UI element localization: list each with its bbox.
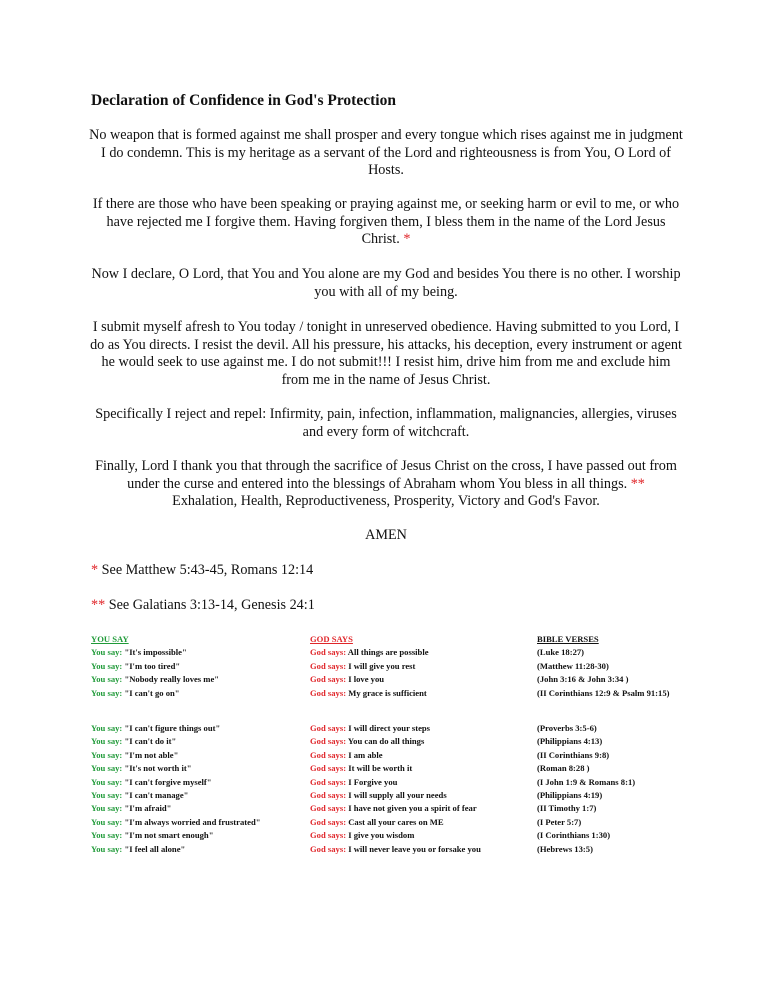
you-say-row-prefix: You say: <box>91 776 123 787</box>
footnote-mark-single: * <box>403 231 411 247</box>
you-say-row <box>91 829 306 842</box>
you-say-row-text: "I can't figure things out" <box>124 723 221 734</box>
you-say-row-prefix: You say: <box>91 830 123 841</box>
you-say-row <box>91 722 306 735</box>
god-says-row <box>310 722 535 735</box>
god-says-row-text: You can do all things <box>347 736 425 747</box>
paragraph-2-text: If there are those who have been speaking or praying against me, or seeking harm or evil to me, or who have rejected me I forgive them. Having forgiven them, I bless them in the name of the Lord Jesus Christ. <box>92 196 680 247</box>
god-says-row-text: I will never leave you or forsake you <box>348 843 481 854</box>
bible-verse-row-text: (I Corinthians 1:30) <box>537 830 611 841</box>
footnote-double <box>91 597 315 614</box>
footnote-single <box>91 562 313 579</box>
bible-verse-row-text: (I Peter 5:7) <box>537 816 582 827</box>
god-says-row <box>310 660 535 673</box>
you-say-row-text: "Nobody really loves me" <box>124 674 220 685</box>
bible-verse-row-text: (Proverbs 3:5-6) <box>537 723 597 734</box>
bible-verse-row-text: (Philippians 4:19) <box>537 790 603 801</box>
bible-verses-column <box>537 633 682 856</box>
you-say-row-prefix: You say: <box>91 816 123 827</box>
bible-verse-row-text: (II Corinthians 9:8) <box>537 749 610 760</box>
bible-verse-row <box>537 687 682 714</box>
you-say-row-text: "I can't manage" <box>124 790 189 801</box>
god-says-row <box>310 802 535 815</box>
paragraph-5: Specifically I reject and repel: Infirmity, pain, infection, inflammation, malignancies, allergies, viruses and every form of witchcraft. <box>95 406 677 440</box>
paragraph-6-blessings: Exhalation, Health, Reproductiveness, Prosperity, Victory and God's Favor. <box>172 493 600 509</box>
god-says-row-prefix: God says: <box>310 687 347 698</box>
god-says-row-prefix: God says: <box>310 674 347 685</box>
you-say-row <box>91 749 306 762</box>
god-says-row-prefix: God says: <box>310 843 347 854</box>
god-says-row-text: I love you <box>348 674 385 685</box>
bible-verse-row <box>537 762 682 775</box>
you-say-row-text: "I feel all alone" <box>124 843 186 854</box>
bible-verse-row <box>537 749 682 762</box>
paragraph-4: I submit myself afresh to You today / tonight in unreserved obedience. Having submitted to you Lord, I do as You directs. I resist the devil. All his pressure, his attacks, his deception, every instrument or agent he would seek to use against me. I do not submit!!! I resist him, drive him from me and exclude him from me in the name of Jesus Christ. <box>90 319 682 388</box>
you-say-row-text: "I'm always worried and frustrated" <box>124 816 261 827</box>
god-says-row-prefix: God says: <box>310 776 347 787</box>
you-say-row-text: "It's impossible" <box>124 647 187 658</box>
you-say-row-text: "I'm not able" <box>124 749 179 760</box>
you-say-row-prefix: You say: <box>91 790 123 801</box>
bible-verse-row <box>537 646 682 659</box>
bible-verse-row <box>537 816 682 829</box>
god-says-row-text: My grace is sufficient <box>348 687 427 698</box>
god-says-row-text: I will supply all your needs <box>348 790 447 801</box>
bible-verse-row <box>537 789 682 802</box>
you-say-row-text: "I'm not smart enough" <box>124 830 214 841</box>
paragraph-6 <box>86 458 686 511</box>
you-say-row-text: "I can't go on" <box>124 687 180 698</box>
god-says-row-prefix: God says: <box>310 660 347 671</box>
bible-verse-row-text: (Philippians 4:13) <box>537 736 603 747</box>
paragraph-2 <box>86 196 686 249</box>
god-says-row <box>310 789 535 802</box>
bible-verse-row <box>537 735 682 748</box>
bible-verse-row <box>537 829 682 842</box>
god-says-row <box>310 762 535 775</box>
you-say-row-prefix: You say: <box>91 749 123 760</box>
you-say-row-prefix: You say: <box>91 687 123 698</box>
you-say-row <box>91 735 306 748</box>
you-say-row-prefix: You say: <box>91 736 123 747</box>
you-say-row-prefix: You say: <box>91 647 123 658</box>
you-say-row-text: "I'm afraid" <box>124 803 172 814</box>
god-says-row-text: I have not given you a spirit of fear <box>348 803 477 814</box>
row-gap <box>91 713 306 722</box>
you-say-row <box>91 776 306 789</box>
document-title: Declaration of Confidence in God's Protection <box>91 92 396 109</box>
bible-verse-row-text: (I John 1:9 & Romans 8:1) <box>537 776 636 787</box>
you-say-row <box>91 802 306 815</box>
god-says-row-text: I Forgive you <box>348 776 398 787</box>
god-says-row <box>310 673 535 686</box>
footnote-double-mark: ** <box>91 597 106 613</box>
bible-verse-row-text: (Matthew 11:28-30) <box>537 660 609 671</box>
you-say-row <box>91 762 306 775</box>
amen: AMEN <box>365 527 407 543</box>
god-says-row <box>310 829 535 842</box>
god-says-row-text: I will give you rest <box>348 660 416 671</box>
god-says-row-prefix: God says: <box>310 763 347 774</box>
you-say-row <box>91 816 306 829</box>
bible-verse-row <box>537 660 682 673</box>
god-says-row <box>310 735 535 748</box>
god-says-row-prefix: God says: <box>310 830 347 841</box>
you-say-row-text: "I can't forgive myself" <box>124 776 212 787</box>
row-gap <box>310 713 535 722</box>
you-say-row <box>91 660 306 673</box>
god-says-row-text: I give you wisdom <box>348 830 415 841</box>
paragraph-1: No weapon that is formed against me shall prosper and every tongue which rises against me in judgment I do condemn. This is my heritage as a servant of the Lord and righteousness is from You, O Lord of Hosts. <box>89 127 683 178</box>
row-gap <box>537 713 682 722</box>
god-says-row-text: I will direct your steps <box>348 723 431 734</box>
god-says-row-prefix: God says: <box>310 723 347 734</box>
god-says-row-text: I am able <box>348 749 383 760</box>
you-say-row-prefix: You say: <box>91 660 123 671</box>
bible-verse-row-text: (II Timothy 1:7) <box>537 803 597 814</box>
you-say-row-prefix: You say: <box>91 723 123 734</box>
god-says-row-text: Cast all your cares on ME <box>348 816 444 827</box>
god-says-row-prefix: God says: <box>310 647 347 658</box>
bible-verse-row-text: (II Corinthians 12:9 & Psalm 91:15) <box>537 687 670 698</box>
you-say-row <box>91 789 306 802</box>
god-says-row <box>310 816 535 829</box>
paragraph-6-text: Finally, Lord I thank you that through the sacrifice of Jesus Christ on the cross, I have passed out from under the curse and entered into the blessings of Abraham whom You bless in all things. <box>95 458 677 492</box>
paragraph-3: Now I declare, O Lord, that You and You alone are my God and besides You there is no other. I worship you with all of my being. <box>91 266 681 300</box>
bible-verse-row-text: (Roman 8:28 ) <box>537 763 590 774</box>
bible-verse-row <box>537 673 682 686</box>
god-says-header: GOD SAYS <box>310 634 353 644</box>
god-says-row <box>310 749 535 762</box>
bible-verse-row <box>537 776 682 789</box>
god-says-row <box>310 687 535 714</box>
you-say-row <box>91 843 306 856</box>
god-says-column <box>310 633 535 856</box>
you-say-row <box>91 646 306 659</box>
bible-verse-row <box>537 843 682 856</box>
you-say-row-prefix: You say: <box>91 674 123 685</box>
bible-verses-header: BIBLE VERSES <box>537 634 599 644</box>
bible-verse-row-text: (John 3:16 & John 3:34 ) <box>537 674 629 685</box>
god-says-row-prefix: God says: <box>310 749 347 760</box>
you-say-rows <box>91 646 306 856</box>
footnote-double-text: See Galatians 3:13-14, Genesis 24:1 <box>108 597 315 613</box>
god-says-row <box>310 646 535 659</box>
god-says-row <box>310 776 535 789</box>
you-say-row-prefix: You say: <box>91 843 123 854</box>
god-says-row-prefix: God says: <box>310 790 347 801</box>
bible-verse-row-text: (Luke 18:27) <box>537 647 585 658</box>
you-say-row <box>91 687 306 714</box>
god-says-row-prefix: God says: <box>310 803 347 814</box>
you-say-row-text: "I'm too tired" <box>124 660 181 671</box>
god-says-rows <box>310 646 535 856</box>
god-says-row-text: It will be worth it <box>348 763 413 774</box>
you-say-row-prefix: You say: <box>91 803 123 814</box>
footnote-mark-double: ** <box>630 475 645 492</box>
bible-verse-row <box>537 722 682 735</box>
you-say-row-text: "It's not worth it" <box>124 763 192 774</box>
bible-verse-row-text: (Hebrews 13:5) <box>537 843 593 854</box>
god-says-row-prefix: God says: <box>310 736 347 747</box>
you-say-row-text: "I can't do it" <box>124 736 177 747</box>
bible-verses-rows <box>537 646 682 856</box>
bible-verse-row <box>537 802 682 815</box>
you-say-column <box>91 633 306 856</box>
footnote-single-mark: * <box>91 562 99 578</box>
you-say-row <box>91 673 306 686</box>
you-say-header: YOU SAY <box>91 634 129 644</box>
god-says-row-prefix: God says: <box>310 816 347 827</box>
god-says-row-text: All things are possible <box>347 647 429 658</box>
you-say-row-prefix: You say: <box>91 763 123 774</box>
god-says-row <box>310 843 535 856</box>
footnote-single-text: See Matthew 5:43-45, Romans 12:14 <box>101 562 314 578</box>
